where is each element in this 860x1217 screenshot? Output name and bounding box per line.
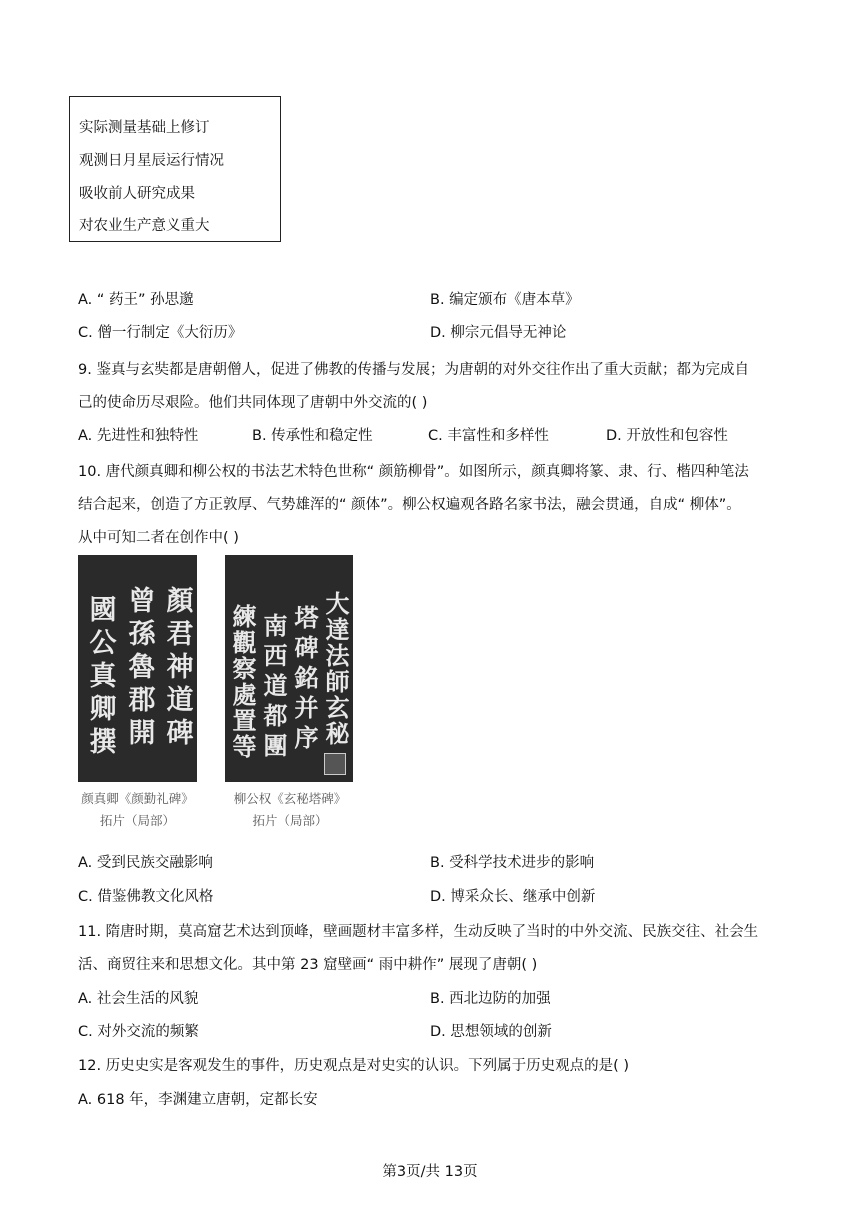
q10-option-b: B. 受科学技术进步的影响 <box>430 855 595 871</box>
q11-option-c: C. 对外交流的频繁 <box>78 1024 199 1040</box>
q9-option-c: C. 丰富性和多样性 <box>428 428 549 444</box>
q9-option-b: B. 传承性和稳定性 <box>252 428 373 444</box>
q10-stem-line3: 从中可知二者在创作中( ) <box>78 530 239 546</box>
rubbing-column <box>226 581 258 782</box>
q9-option-d: D. 开放性和包容性 <box>606 428 728 444</box>
yan-caption-note: 拓片（局部） <box>99 813 175 828</box>
rubbing-text: 練觀察處置等 <box>228 603 257 760</box>
q8-option-c: C. 僧一行制定《大衍历》 <box>78 325 243 341</box>
page-number: 第3页/共 13页 <box>382 1164 478 1180</box>
q10-stem-line1: 10. 唐代颜真卿和柳公权的书法艺术特色世称“ 颜筋柳骨”。如图所示，颜真卿将篆、隶、行、楷四种笔法 <box>78 464 749 480</box>
q10-option-c: C. 借鉴佛教文化风格 <box>78 889 214 905</box>
q12-stem: 12. 历史史实是客观发生的事件，历史观点是对史实的认识。下列属于历史观点的是( ) <box>78 1058 630 1074</box>
rubbing-text: 南西道都團 <box>259 612 288 763</box>
rubbing-text: 顏君神道碑 <box>161 586 193 751</box>
q9-stem-line1: 9. 鉴真与玄奘都是唐朝僧人，促进了佛教的传播与发展；为唐朝的对外交往作出了重大贡献；都为完成自 <box>78 362 749 378</box>
q11-option-d: D. 思想领域的创新 <box>430 1024 552 1040</box>
q11-stem-line2: 活、商贸往来和思想文化。其中第 23 窟壁画“ 雨中耕作” 展现了唐朝( ) <box>78 957 538 973</box>
rubbing-text: 塔碑銘并序 <box>290 604 319 755</box>
q10-stem-line2: 结合起来，创造了方正敦厚、气势雄浑的“ 颜体”。柳公权遍观各路名家书法，融会贯通，自成“ 柳体”。 <box>78 497 741 513</box>
q9-option-a: A. 先进性和独特性 <box>78 428 199 444</box>
q9-stem-line2: 己的使命历尽艰险。他们共同体现了唐朝中外交流的( ) <box>78 395 428 411</box>
q11-option-b: B. 西北边防的加强 <box>430 991 551 1007</box>
liu-caption-note: 拓片（局部） <box>252 813 328 828</box>
rubbing-text: 大達法師玄秘 <box>321 590 350 747</box>
box-line: 观测日月星辰运行情况 <box>79 153 224 169</box>
yan-caption <box>64 788 211 832</box>
rubbing-column <box>159 555 195 782</box>
rubbing-text: 曾孫魯郡開 <box>123 586 155 751</box>
liu-caption-title: 柳公权《玄秘塔碑》 <box>233 791 347 806</box>
q10-option-a: A. 受到民族交融影响 <box>78 855 213 871</box>
seal-stamp <box>324 753 346 775</box>
q11-stem-line1: 11. 隋唐时期，莫高窟艺术达到顶峰，壁画题材丰富多样，生动反映了当时的中外交流、民族交往、社会生 <box>78 924 759 940</box>
yan-zhenqing-rubbing-image <box>78 555 197 782</box>
q10-option-d: D. 博采众长、继承中创新 <box>430 889 596 905</box>
q8-option-d: D. 柳宗元倡导无神论 <box>430 325 567 341</box>
rubbing-column <box>288 577 320 782</box>
rubbing-column <box>82 573 118 782</box>
box-line: 实际测量基础上修订 <box>79 120 210 136</box>
info-box <box>69 96 281 242</box>
rubbing-column <box>121 555 157 782</box>
box-line: 吸收前人研究成果 <box>79 186 195 202</box>
q8-option-b: B. 编定颁布《唐本草》 <box>430 292 580 308</box>
box-line: 对农业生产意义重大 <box>79 218 210 234</box>
rubbing-text: 國公真卿撰 <box>84 595 116 760</box>
liu-gongquan-rubbing-image <box>225 555 353 782</box>
q8-option-a: A. “ 药王” 孙思邈 <box>78 292 194 308</box>
q12-option-a: A. 618 年，李渊建立唐朝，定都长安 <box>78 1092 318 1108</box>
liu-caption <box>215 788 365 832</box>
rubbing-column <box>257 593 289 782</box>
rubbing-column <box>319 555 351 782</box>
q11-option-a: A. 社会生活的风貌 <box>78 991 199 1007</box>
yan-caption-title: 颜真卿《颜勤礼碑》 <box>81 791 194 806</box>
